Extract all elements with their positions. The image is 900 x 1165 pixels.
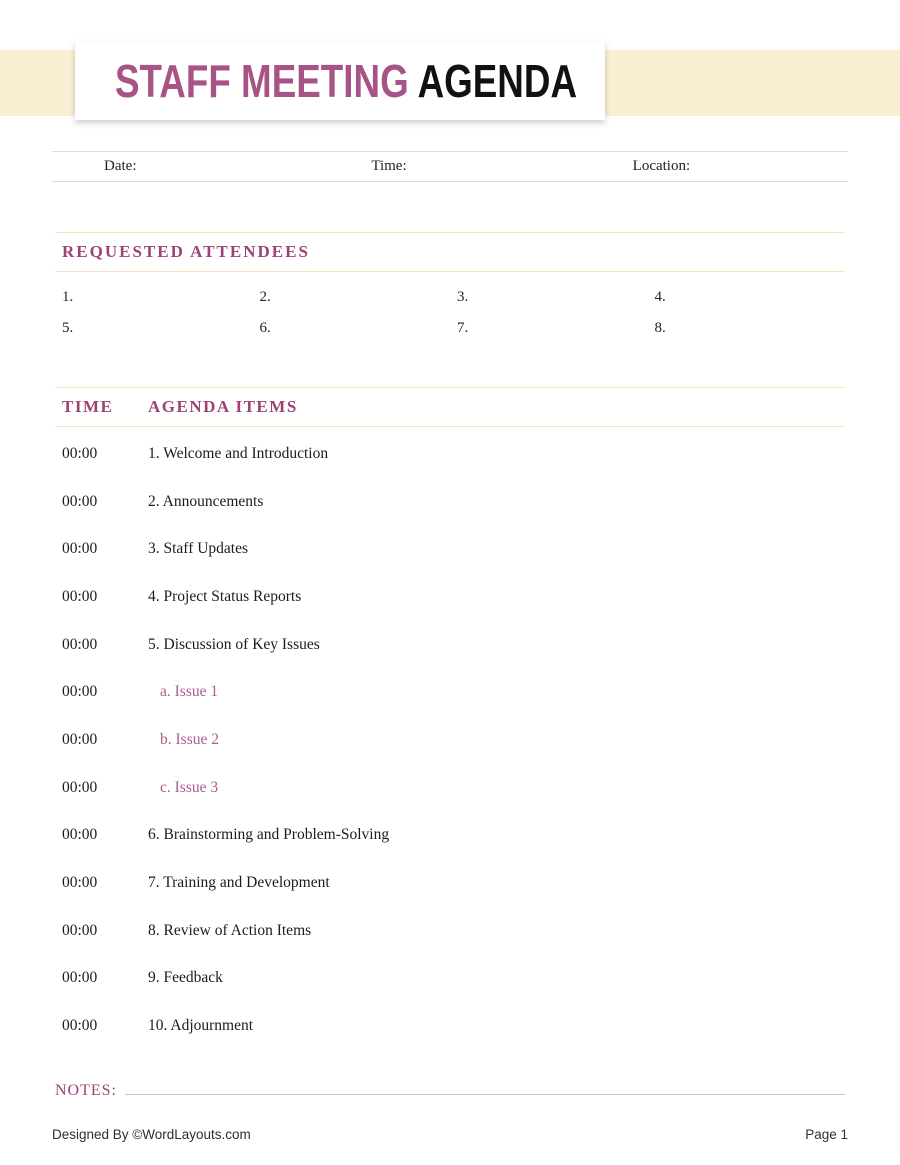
agenda-row-label: 7. Training and Development (148, 874, 330, 892)
page-title (115, 54, 577, 108)
attendees-heading: REQUESTED ATTENDEES (55, 232, 845, 272)
title-box (75, 41, 605, 120)
attendee-slot: 3. (457, 289, 469, 305)
agenda-row-label: 6. Brainstorming and Problem-Solving (148, 826, 390, 844)
agenda-row (55, 668, 845, 716)
agenda-row-time: 00:00 (62, 492, 98, 510)
attendee-slot: 2. (259, 289, 271, 305)
time-column-header: TIME (62, 397, 114, 416)
attendee-slot: 5. (62, 320, 74, 336)
agenda-row-label: b. Issue 2 (160, 730, 219, 748)
agenda-row (55, 907, 845, 955)
agenda-row-time: 00:00 (62, 540, 98, 558)
agenda-row (55, 764, 845, 812)
notes-label: NOTES: (55, 1081, 117, 1099)
footer-credit: Designed By ©WordLayouts.com (52, 1126, 251, 1142)
agenda-row-label: 9. Feedback (148, 969, 223, 987)
attendee-slot: 1. (62, 289, 74, 305)
agenda-row-time: 00:00 (62, 921, 98, 939)
agenda-row (55, 573, 845, 621)
agenda-row (55, 478, 845, 526)
agenda-row-time: 00:00 (62, 778, 98, 796)
agenda-row-label: c. Issue 3 (160, 778, 219, 796)
agenda-row (55, 716, 845, 764)
agenda-row-time: 00:00 (62, 730, 98, 748)
attendee-slot: 6. (259, 320, 271, 336)
agenda-row (55, 430, 845, 478)
location-label: Location: (632, 158, 691, 174)
page-title-primary: STAFF MEETING (115, 54, 418, 107)
page-number: Page 1 (805, 1126, 848, 1142)
agenda-rows (55, 427, 845, 1050)
page-footer (52, 1127, 848, 1142)
time-label: Time: (371, 158, 407, 174)
agenda-row-label: 4. Project Status Reports (148, 587, 302, 605)
agenda-row (55, 621, 845, 669)
attendee-slot: 7. (457, 320, 469, 336)
agenda-row (55, 955, 845, 1003)
agenda-row-time: 00:00 (62, 635, 98, 653)
agenda-header-row (55, 387, 845, 427)
page-title-secondary: AGENDA (417, 54, 578, 107)
attendees-grid (55, 272, 845, 344)
agenda-row-time: 00:00 (62, 826, 98, 844)
agenda-row (55, 859, 845, 907)
agenda-row (55, 1002, 845, 1050)
agenda-row (55, 812, 845, 860)
agenda-row-label: 2. Announcements (148, 492, 264, 510)
agenda-row-time: 00:00 (62, 683, 98, 701)
attendee-slot: 8. (654, 320, 666, 336)
agenda-row-label: 1. Welcome and Introduction (148, 444, 329, 462)
agenda-row-time: 00:00 (62, 587, 98, 605)
agenda-row-label: 10. Adjournment (148, 1017, 254, 1035)
notes-blank-line (125, 1080, 845, 1095)
agenda-row-time: 00:00 (62, 969, 98, 987)
notes-section (55, 1080, 845, 1100)
agenda-items-column-header: AGENDA ITEMS (148, 397, 298, 416)
agenda-row-time: 00:00 (62, 1017, 98, 1035)
header-banner (0, 0, 900, 120)
agenda-row-time: 00:00 (62, 444, 98, 462)
date-label: Date: (104, 158, 137, 174)
agenda-row-label: a. Issue 1 (160, 683, 219, 701)
meta-row (52, 151, 848, 182)
agenda-row-time: 00:00 (62, 874, 98, 892)
agenda-row-label: 3. Staff Updates (148, 540, 249, 558)
agenda-row-label: 5. Discussion of Key Issues (148, 635, 320, 653)
agenda-row-label: 8. Review of Action Items (148, 921, 312, 939)
attendee-slot: 4. (654, 289, 666, 305)
agenda-row (55, 525, 845, 573)
